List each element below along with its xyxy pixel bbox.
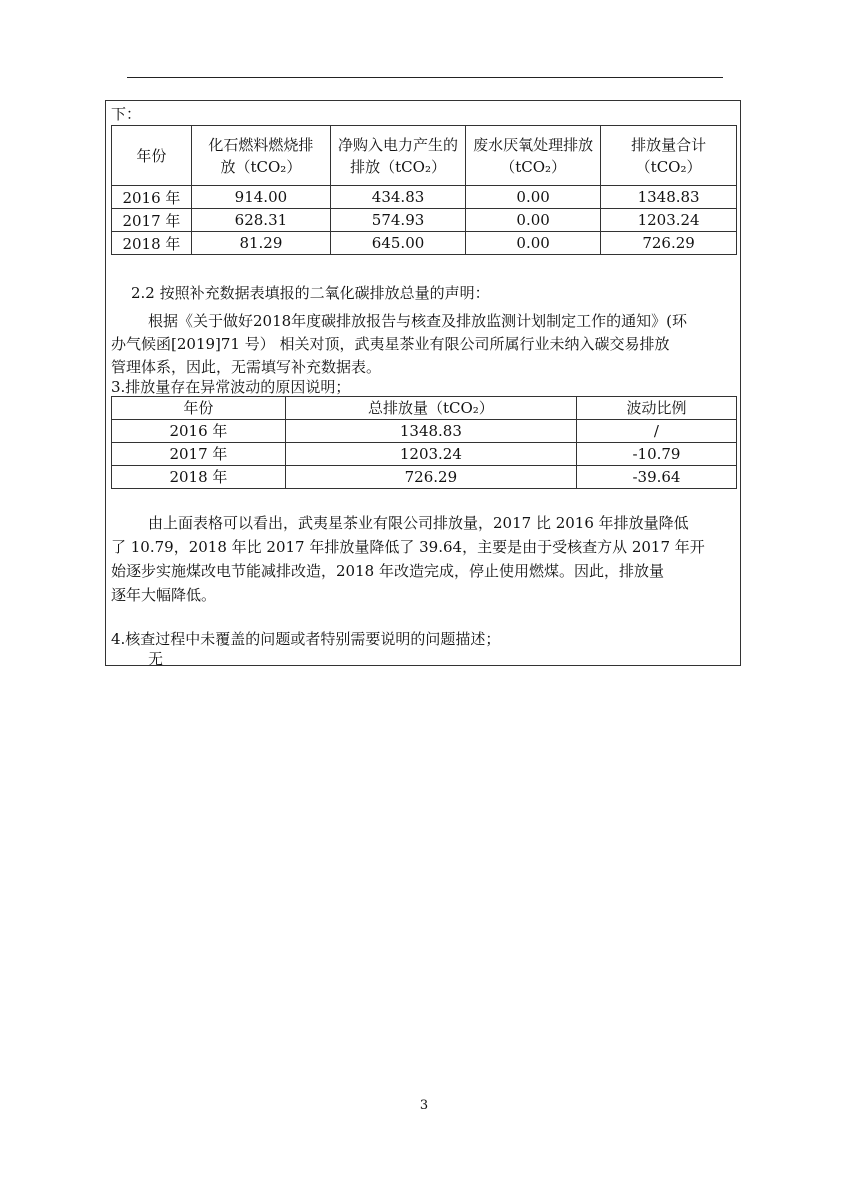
fluctuation-table [111,396,737,489]
cell: 2017 年 [112,209,192,232]
cell: 628.31 [191,209,330,232]
col-fluctuation: 波动比例 [576,397,736,420]
col-total: 排放量合计（tCO₂） [601,126,737,186]
section-4-body: 无 [148,650,164,668]
section-4-heading: 4.核查过程中未覆盖的问题或者特别需要说明的问题描述； [111,630,501,648]
cell: 81.29 [191,232,330,255]
table-row [112,209,737,232]
col-wastewater: 废水厌氧处理排放（tCO₂） [466,126,601,186]
col-year: 年份 [112,397,286,420]
cell: 2018 年 [112,232,192,255]
col-electricity: 净购入电力产生的排放（tCO₂） [331,126,466,186]
cell: 1348.83 [601,186,737,209]
cell: -39.64 [576,466,736,489]
section-3-line: 逐年大幅降低。 [111,586,217,604]
cell: 2018 年 [112,466,286,489]
section-3-heading: 3.排放量存在异常波动的原因说明； [111,378,351,396]
cell: 1203.24 [285,443,576,466]
cell: 2016 年 [112,420,286,443]
cell: 1203.24 [601,209,737,232]
section-3-line: 始逐步实施煤改电节能减排改造，2018 年改造完成，停止使用燃煤。因此，排放量 [111,562,664,580]
table-row [112,443,737,466]
col-fossil: 化石燃料燃烧排放（tCO₂） [191,126,330,186]
cell: 0.00 [466,232,601,255]
cell: 645.00 [331,232,466,255]
page-number: 3 [419,1098,429,1113]
section-2-2-heading: 2.2 按照补充数据表填报的二氧化碳排放总量的声明： [131,284,490,302]
table-header-row [112,126,737,186]
cell: 2016 年 [112,186,192,209]
table-row [112,232,737,255]
table-row [112,420,737,443]
cell: 914.00 [191,186,330,209]
table-header-row [112,397,737,420]
header-rule [127,77,723,78]
emissions-table [111,125,737,255]
cell: 726.29 [601,232,737,255]
col-total-emissions: 总排放量（tCO₂） [285,397,576,420]
table-row [112,466,737,489]
section-2-2-line: 根据《关于做好2018年度碳排放报告与核查及排放监测计划制定工作的通知》(环 [148,312,688,330]
cell: 726.29 [285,466,576,489]
table-row [112,186,737,209]
cell: 434.83 [331,186,466,209]
cell: / [576,420,736,443]
cell: 0.00 [466,186,601,209]
cell: -10.79 [576,443,736,466]
cell: 1348.83 [285,420,576,443]
section-2-2-line: 管理体系，因此，无需填写补充数据表。 [111,358,382,376]
cell: 2017 年 [112,443,286,466]
cell: 574.93 [331,209,466,232]
section-3-line: 由上面表格可以看出，武夷星茶业有限公司排放量，2017 比 2016 年排放量降低 [148,514,689,532]
cell: 0.00 [466,209,601,232]
intro-fragment: 下： [111,105,142,123]
section-3-line: 了 10.79，2018 年比 2017 年排放量降低了 39.64，主要是由于受核查方从 2017 年开 [111,538,705,556]
col-year: 年份 [112,126,192,186]
section-2-2-line: 办气候函[2019]71 号） 相关对顶，武夷星茶业有限公司所属行业未纳入碳交易排放 [111,335,670,353]
